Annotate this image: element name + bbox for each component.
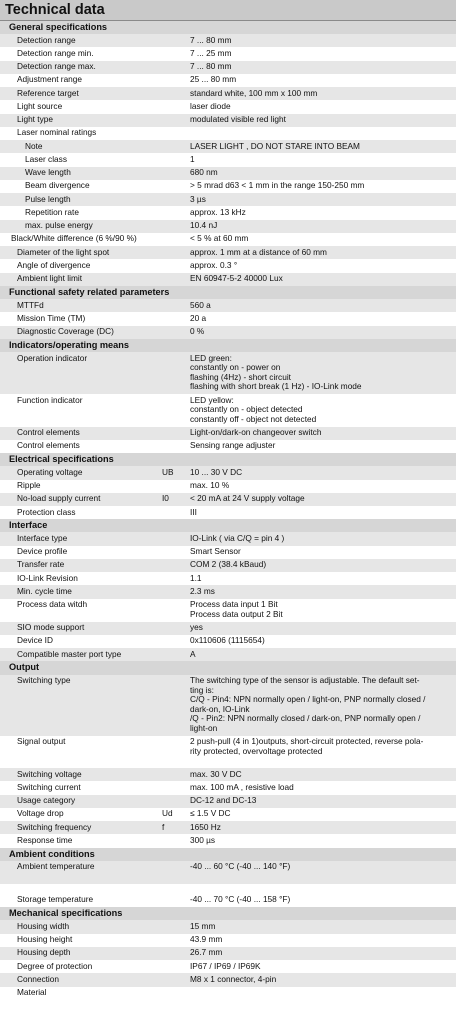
spec-label: Min. cycle time [17, 585, 72, 596]
spec-row [0, 808, 456, 821]
spec-label: Compatible master port type [17, 648, 122, 659]
spacer-row [0, 884, 456, 894]
spec-value: M8 x 1 connector, 4-pin [190, 973, 277, 984]
spec-row [0, 167, 456, 180]
spec-value: max. 100 mA , resistive load [190, 781, 294, 792]
spec-value: max. 30 V DC [190, 768, 242, 779]
spec-row [0, 193, 456, 206]
spec-symbol: f [162, 821, 165, 832]
spec-row [0, 140, 456, 153]
spec-row [0, 546, 456, 559]
spec-value: 43.9 mm [190, 934, 223, 944]
section-header: Electrical specifications [0, 453, 456, 466]
spec-row [0, 821, 456, 834]
spec-label: Housing height [17, 934, 73, 944]
spec-label: Wave length [25, 167, 71, 178]
spec-value: 680 nm [190, 167, 218, 178]
spec-label: Note [25, 140, 43, 151]
spec-value: The switching type of the sensor is adjustable. The default set- ting is: C/Q - Pin4: NPN normally open / light-on, PNP normally closed / dark-on, IO-Link /Q - Pin2: NPN normally closed / dark-on, PNP normally open / light-on [190, 675, 426, 733]
spec-row [0, 246, 456, 259]
spec-symbol: Ud [162, 808, 173, 819]
spec-label: Switching frequency [17, 821, 92, 832]
spec-label: Ambient light limit [17, 273, 83, 284]
spec-value: standard white, 100 mm x 100 mm [190, 87, 318, 98]
spec-label: max. pulse energy [25, 220, 93, 231]
spec-label: SIO mode support [17, 622, 85, 633]
spec-value: approx. 0.3 ° [190, 259, 238, 270]
spec-value: ≤ 1.5 V DC [190, 808, 231, 819]
spec-label: Mission Time (TM) [17, 312, 86, 323]
spec-value: A [190, 648, 196, 659]
spec-symbol: UB [162, 466, 174, 477]
spec-label: Switching type [17, 675, 71, 686]
spec-label: No-load supply current [17, 493, 101, 504]
spec-label: Operating voltage [17, 466, 83, 477]
spec-label: Detection range min. [17, 47, 94, 58]
spec-label: Ambient temperature [17, 861, 95, 872]
spec-label: Voltage drop [17, 808, 64, 819]
spec-value: 0x110606 (1115654) [190, 635, 265, 646]
spec-value: Smart Sensor [190, 546, 241, 557]
spec-label: Diameter of the light spot [17, 246, 110, 257]
spec-row [0, 233, 456, 246]
spec-row [0, 34, 456, 47]
spec-label: Interface type [17, 532, 68, 543]
spec-label: Switching voltage [17, 768, 82, 779]
spec-value: 26.7 mm [190, 947, 223, 958]
section-header: Indicators/operating means [0, 339, 456, 352]
spec-value: 1 [190, 153, 195, 164]
spec-value: LED yellow: constantly on - object detected constantly off - object not detected [190, 394, 317, 424]
spec-value: 560 a [190, 299, 211, 310]
spec-row [0, 599, 456, 622]
spec-value: 0 % [190, 326, 205, 337]
spec-label: Material [17, 987, 47, 997]
spec-value: DC-12 and DC-13 [190, 795, 257, 806]
spec-row [0, 440, 456, 453]
spec-value: 2 push-pull (4 in 1)outputs, short-circuit protected, reverse pola- rity protected, overvoltage protected [190, 736, 424, 756]
spec-value: approx. 1 mm at a distance of 60 mm [190, 246, 327, 257]
spec-row [0, 466, 456, 479]
spec-row [0, 675, 456, 736]
spec-value: 3 µs [190, 193, 206, 204]
spec-value: IP67 / IP69 / IP69K [190, 960, 261, 971]
spec-row [0, 127, 456, 140]
spec-row [0, 736, 456, 769]
section-header: Mechanical specifications [0, 907, 456, 920]
spec-value: 15 mm [190, 920, 216, 931]
spec-row [0, 834, 456, 847]
spec-row [0, 934, 456, 947]
spec-label: Light type [17, 114, 53, 125]
spec-symbol: I0 [162, 493, 169, 504]
spec-label: Pulse length [25, 193, 71, 204]
spec-row [0, 532, 456, 545]
spec-row [0, 493, 456, 506]
spec-row [0, 987, 456, 1000]
spec-value: 25 ... 80 mm [190, 74, 237, 85]
spec-label: Function indicator [17, 394, 83, 405]
spec-label: Response time [17, 834, 73, 845]
spec-label: Signal output [17, 736, 66, 747]
spec-row [0, 572, 456, 585]
spec-value: modulated visible red light [190, 114, 286, 125]
spec-value: 10.4 nJ [190, 220, 218, 231]
spec-row [0, 394, 456, 427]
spec-value: yes [190, 622, 203, 633]
section-header: Functional safety related parameters [0, 286, 456, 299]
spec-value: Light-on/dark-on changeover switch [190, 427, 322, 438]
spec-row [0, 220, 456, 233]
spec-row [0, 894, 456, 907]
spec-value: 2.3 ms [190, 585, 215, 596]
spec-label: Device profile [17, 546, 68, 557]
spec-row [0, 153, 456, 166]
spec-row [0, 87, 456, 100]
section-header: Interface [0, 519, 456, 532]
spec-row [0, 180, 456, 193]
spec-row [0, 947, 456, 960]
spec-row [0, 47, 456, 60]
spec-row [0, 768, 456, 781]
spec-label: Usage category [17, 795, 76, 806]
spec-value: approx. 13 kHz [190, 206, 246, 217]
spec-row [0, 795, 456, 808]
spec-row [0, 506, 456, 519]
spec-value: 7 ... 80 mm [190, 34, 232, 45]
spec-value: IO-Link ( via C/Q = pin 4 ) [190, 532, 285, 543]
spec-row [0, 622, 456, 635]
spec-row [0, 100, 456, 113]
spec-label: Protection class [17, 506, 76, 517]
spec-row [0, 480, 456, 493]
spec-value: 20 a [190, 312, 207, 323]
spec-value: LASER LIGHT , DO NOT STARE INTO BEAM [190, 140, 360, 151]
spec-label: Laser nominal ratings [17, 127, 97, 138]
spec-label: Storage temperature [17, 894, 94, 905]
spec-row [0, 585, 456, 598]
spec-label: Adjustment range [17, 74, 83, 85]
spec-value: -40 ... 60 °C (-40 ... 140 °F) [190, 861, 291, 872]
spec-row [0, 273, 456, 286]
spec-value: COM 2 (38.4 kBaud) [190, 559, 267, 570]
spec-value: Process data input 1 Bit Process data output 2 Bit [190, 599, 283, 619]
spec-label: Control elements [17, 440, 80, 451]
spec-row [0, 326, 456, 339]
spec-value: 300 µs [190, 834, 216, 845]
spec-value: -40 ... 70 °C (-40 ... 158 °F) [190, 894, 291, 905]
spec-label: Diagnostic Coverage (DC) [17, 326, 114, 337]
spec-row [0, 781, 456, 794]
spec-value: Sensing range adjuster [190, 440, 276, 451]
spec-label: Degree of protection [17, 960, 93, 971]
spec-value: 7 ... 25 mm [190, 47, 232, 58]
spec-label: Black/White difference (6 %/90 %) [11, 233, 137, 244]
spec-label: Ripple [17, 480, 41, 490]
spec-row [0, 206, 456, 219]
spec-value: > 5 mrad d63 < 1 mm in the range 150-250 mm [190, 180, 365, 191]
spec-label: Detection range [17, 34, 76, 45]
spec-value: 1.1 [190, 572, 202, 583]
spec-row [0, 427, 456, 440]
spec-label: Connection [17, 973, 59, 984]
spec-label: Light source [17, 100, 63, 111]
spec-row [0, 920, 456, 933]
spec-row [0, 299, 456, 312]
spec-label: Switching current [17, 781, 81, 792]
section-header: Output [0, 661, 456, 674]
spec-value: 1650 Hz [190, 821, 221, 832]
spec-label: Operation indicator [17, 352, 88, 363]
spec-row [0, 960, 456, 973]
spec-label: Laser class [25, 153, 67, 164]
spec-value: 7 ... 80 mm [190, 61, 232, 72]
spec-value: < 5 % at 60 mm [190, 233, 249, 244]
spec-label: Angle of divergence [17, 259, 91, 270]
spec-row [0, 259, 456, 272]
spec-label: Detection range max. [17, 61, 96, 72]
spec-row [0, 352, 456, 394]
spec-row [0, 114, 456, 127]
spec-row [0, 973, 456, 986]
spec-row [0, 61, 456, 74]
spec-label: Device ID [17, 635, 53, 646]
spec-label: Transfer rate [17, 559, 65, 570]
spec-value: III [190, 506, 197, 517]
spec-label: Beam divergence [25, 180, 90, 191]
spec-row [0, 861, 456, 884]
spec-value: max. 10 % [190, 480, 230, 490]
spec-label: Process data witdh [17, 599, 88, 610]
spec-row [0, 635, 456, 648]
spec-label: Control elements [17, 427, 80, 438]
page-title: Technical data [0, 0, 456, 21]
spec-value: EN 60947-5-2 40000 Lux [190, 273, 283, 284]
spec-row [0, 312, 456, 325]
spec-row [0, 559, 456, 572]
spec-value: 10 ... 30 V DC [190, 466, 243, 477]
section-header: General specifications [0, 21, 456, 34]
spec-label: MTTFd [17, 299, 44, 310]
spec-row [0, 648, 456, 661]
section-header: Ambient conditions [0, 848, 456, 861]
spec-label: Reference target [17, 87, 79, 98]
spec-label: Repetition rate [25, 206, 79, 217]
spec-label: Housing width [17, 920, 70, 931]
spec-value: laser diode [190, 100, 231, 111]
spec-row [0, 74, 456, 87]
spec-label: Housing depth [17, 947, 71, 958]
spec-label: IO-Link Revision [17, 572, 78, 583]
spec-value: < 20 mA at 24 V supply voltage [190, 493, 305, 504]
spec-table [0, 21, 456, 1000]
spec-value: LED green: constantly on - power on flashing (4Hz) - short circuit flashing with short break (1 Hz) - IO-Link mode [190, 352, 362, 392]
